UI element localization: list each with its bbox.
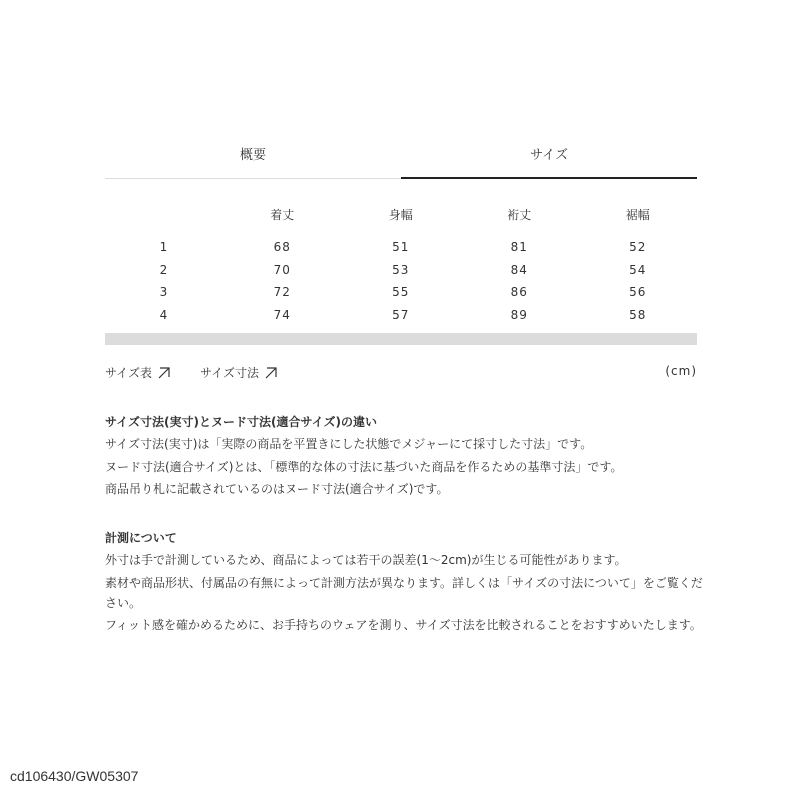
section-title: 計測について: [105, 531, 177, 545]
table-header-cell: [105, 200, 223, 228]
table-header-row: [105, 200, 697, 228]
table-row: [105, 304, 697, 327]
section-text: 外寸は手で計測しているため、商品によっては若干の誤差(1〜2cm)が生じる可能性があります。: [105, 553, 627, 567]
size-dimensions-link[interactable]: [200, 364, 277, 381]
tab-divider: [105, 178, 401, 179]
size-table: [105, 200, 697, 326]
table-cell: 58: [629, 307, 647, 322]
table-cell: 86: [510, 285, 528, 300]
active-tab-indicator: [401, 177, 697, 179]
size-label-cell: 1: [159, 240, 169, 255]
size-dimensions-link-label: サイズ寸法: [200, 366, 260, 380]
table-cell: 72: [273, 285, 291, 300]
external-link-icon: [265, 367, 277, 379]
size-label-cell: 2: [159, 262, 169, 277]
table-header-cell: 着丈: [270, 207, 295, 222]
table-row: [105, 281, 697, 304]
table-cell: 74: [273, 307, 291, 322]
table-header-cell: 身幅: [388, 207, 413, 222]
size-links-row: [105, 364, 697, 384]
section-text: フィット感を確かめるために、お手持ちのウェアを測り、サイズ寸法を比較されることをおすすめいたします。: [105, 617, 702, 632]
table-cell: 68: [273, 240, 291, 255]
table-horizontal-scrollbar[interactable]: [105, 333, 697, 345]
table-cell: 89: [510, 307, 528, 322]
table-cell: 56: [629, 285, 647, 300]
section-text: サイズ寸法(実寸)は「実際の商品を平置きにした状態でメジャーにて採寸した寸法」です。: [105, 437, 593, 451]
size-label-cell: 3: [159, 285, 169, 300]
unit-label: (cm): [665, 364, 697, 378]
table-cell: 70: [273, 262, 291, 277]
measurement-section: [105, 527, 705, 637]
section-title: サイズ寸法(実寸)とヌード寸法(適合サイズ)の違い: [105, 415, 378, 429]
tab-size[interactable]: サイズ: [530, 148, 568, 163]
table-cell: 55: [392, 285, 410, 300]
tab-bar: [105, 140, 697, 180]
size-difference-section: [105, 411, 705, 501]
table-cell: 81: [510, 240, 528, 255]
table-cell: 52: [629, 240, 647, 255]
tab-overview[interactable]: 概要: [239, 148, 266, 163]
size-chart-link-label: サイズ表: [105, 366, 153, 380]
table-cell: 53: [392, 262, 410, 277]
table-header-cell: 裾幅: [625, 207, 650, 222]
table-header-cell: 裄丈: [507, 207, 532, 222]
external-link-icon: [158, 367, 170, 379]
size-label-cell: 4: [159, 307, 169, 322]
section-text: 素材や商品形状、付属品の有無によって計測方法が異なります。詳しくは「サイズの寸法について」をご覧ください。: [105, 575, 703, 610]
section-text: ヌード寸法(適合サイズ)とは、「標準的な体の寸法に基づいた商品を作るための基準寸法」です。: [105, 459, 623, 474]
table-cell: 84: [510, 262, 528, 277]
table-row: [105, 236, 697, 259]
size-chart-link[interactable]: [105, 364, 170, 381]
table-cell: 51: [392, 240, 410, 255]
product-code: cd106430/GW05307: [10, 768, 139, 784]
table-row: [105, 259, 697, 282]
table-cell: 57: [392, 307, 410, 322]
table-cell: 54: [629, 262, 647, 277]
section-text: 商品吊り札に記載されているのはヌード寸法(適合サイズ)です。: [105, 482, 449, 496]
